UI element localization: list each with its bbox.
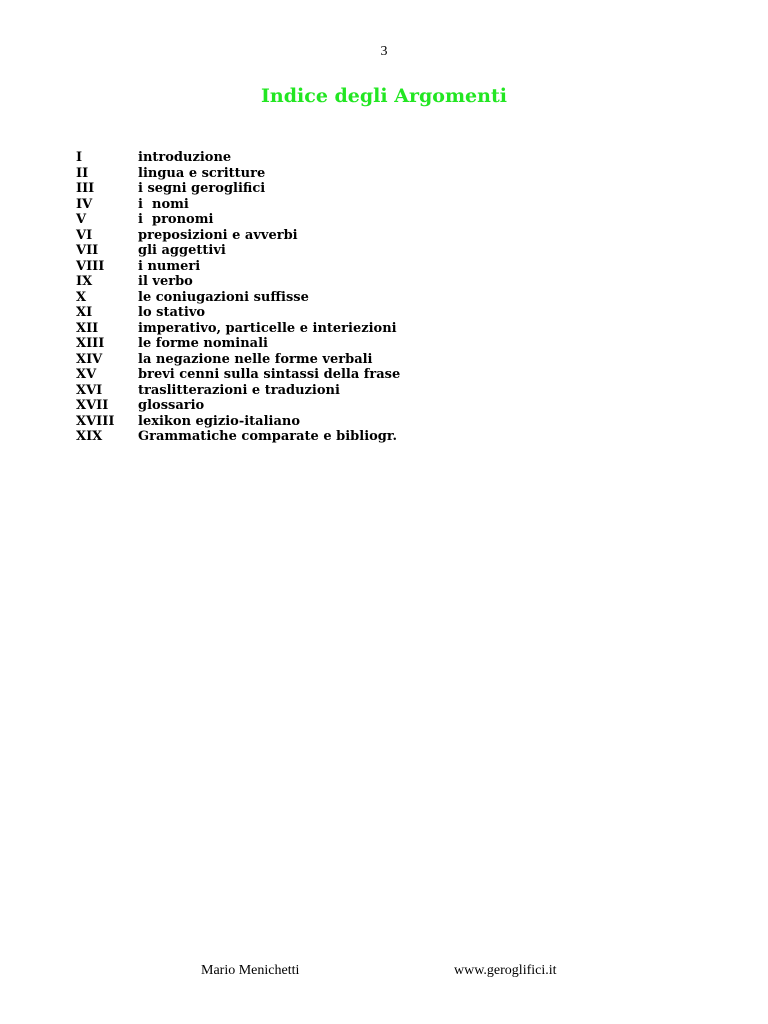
toc-number: XIX [76, 429, 103, 444]
toc-number: XII [76, 320, 99, 336]
toc-number: XVI [76, 382, 103, 398]
toc-row [76, 228, 496, 244]
toc-row [76, 383, 496, 399]
toc-number: IX [76, 274, 93, 289]
toc-number: XV [76, 367, 97, 382]
toc-number: XIV [76, 351, 103, 367]
toc-title: i pronomi [138, 212, 214, 227]
toc-title: introduzione [138, 150, 232, 165]
toc-title: i numeri [138, 258, 201, 274]
toc-number: XI [76, 305, 93, 320]
toc-number: II [76, 165, 89, 181]
toc-row [76, 181, 496, 197]
toc-number: III [76, 181, 95, 196]
toc-title: il verbo [138, 274, 193, 289]
toc-title: lingua e scritture [138, 165, 266, 181]
toc-title: le forme nominali [138, 336, 268, 351]
toc-title: le coniugazioni suffisse [138, 289, 309, 305]
toc-title: lo stativo [138, 305, 206, 320]
toc-row [76, 367, 496, 383]
toc-row [76, 290, 496, 306]
toc-title: la negazione nelle forme verbali [138, 351, 373, 367]
toc-number: VIII [76, 258, 105, 274]
footer-author: Mario Menichetti [201, 963, 300, 978]
toc-row [76, 429, 496, 445]
toc-title: brevi cenni sulla sintassi della frase [138, 367, 401, 382]
toc-title: gli aggettivi [138, 243, 226, 258]
toc-number: I [76, 150, 83, 165]
toc-number: X [76, 289, 87, 305]
toc-number: XVII [76, 398, 109, 413]
toc-title: i segni geroglifici [138, 181, 266, 196]
toc-row [76, 259, 496, 275]
toc-row [76, 150, 496, 166]
toc-row [76, 274, 496, 290]
footer-website: www.geroglifici.it [454, 963, 557, 978]
toc-title: imperativo, particelle e interiezioni [138, 320, 397, 336]
toc-row [76, 398, 496, 414]
toc-title: Grammatiche comparate e bibliogr. [138, 429, 398, 444]
toc-row [76, 336, 496, 352]
toc-title: i nomi [138, 196, 189, 212]
toc-title: lexikon egizio-italiano [138, 413, 301, 429]
toc-title: preposizioni e avverbi [138, 227, 298, 243]
toc-row [76, 321, 496, 337]
toc-row [76, 197, 496, 213]
toc-number: XVIII [76, 413, 115, 429]
toc-row [76, 166, 496, 182]
toc-row [76, 305, 496, 321]
page-number: 3 [380, 44, 388, 59]
toc-number: V [76, 212, 87, 227]
page-title: Indice degli Argomenti [261, 85, 507, 107]
toc-title: glossario [138, 398, 205, 413]
toc-number: VI [76, 227, 93, 243]
toc-row [76, 352, 496, 368]
toc-number: XIII [76, 336, 105, 351]
table-of-contents [76, 150, 496, 445]
toc-title: traslitterazioni e traduzioni [138, 382, 340, 398]
toc-row [76, 243, 496, 259]
toc-number: VII [76, 243, 99, 258]
toc-row [76, 414, 496, 430]
toc-row [76, 212, 496, 228]
toc-number: IV [76, 196, 93, 212]
